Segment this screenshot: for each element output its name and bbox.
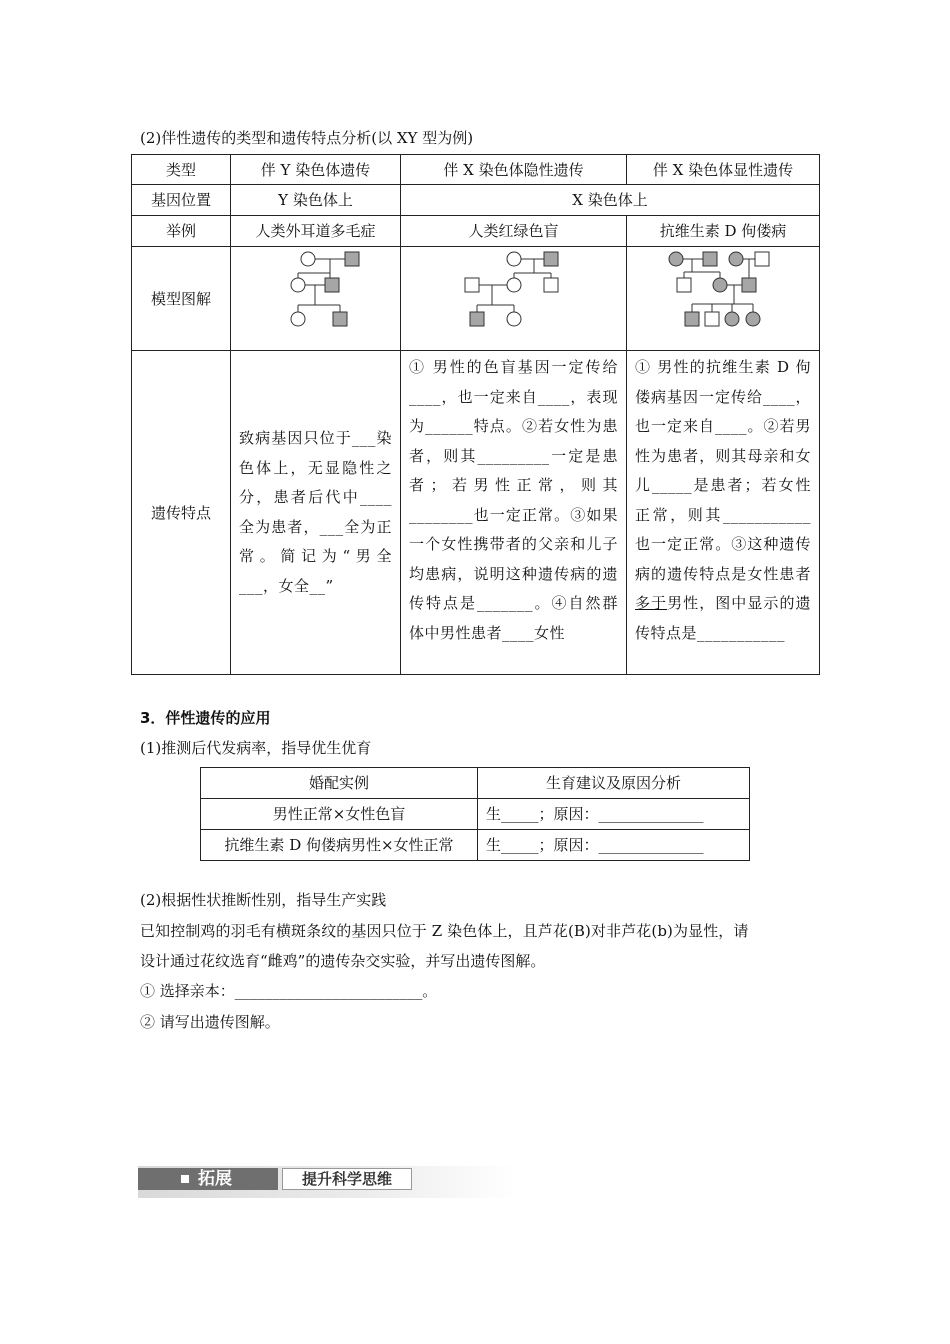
header-cell: 类型 — [132, 155, 231, 185]
sex-linked-inheritance-table — [131, 154, 820, 675]
example-cell: 抗维生素 D 佝偻病 — [627, 216, 820, 247]
question-1: ① 选择亲本：_________________________。 — [140, 982, 438, 1000]
female-normal-icon — [301, 252, 315, 266]
example-cell: 人类红绿色盲 — [401, 216, 627, 247]
female-normal-icon — [507, 252, 521, 266]
female-carrier-icon — [507, 278, 521, 292]
female-affected-icon — [713, 278, 727, 292]
table-row — [201, 799, 750, 830]
pedigree-y-diagram — [236, 249, 396, 349]
male-normal-icon — [755, 252, 769, 266]
section-title-2: (2)伴性遗传的类型和遗传特点分析(以 XY 型为例) — [140, 129, 474, 147]
male-normal-icon — [465, 278, 479, 292]
advice-blank: 生_____；原因：______________ — [478, 799, 750, 830]
header-cell: 伴 Y 染色体遗传 — [231, 155, 401, 185]
female-affected-icon — [669, 252, 683, 266]
subsection-title-1: (1)推测后代发病率，指导优生优育 — [140, 739, 372, 757]
question-2: ② 请写出遗传图解。 — [140, 1013, 280, 1031]
table-row — [132, 185, 820, 216]
male-affected-icon — [325, 278, 339, 292]
feature-x-dominant-text — [627, 351, 820, 675]
advice-blank: 生_____；原因：______________ — [478, 830, 750, 861]
banner-label: 提升科学思维 — [282, 1168, 412, 1190]
feature-x-dominant-underline: 多于 — [635, 594, 668, 612]
male-affected-icon — [703, 252, 717, 266]
row-label: 基因位置 — [132, 185, 231, 216]
male-normal-icon — [677, 278, 691, 292]
feature-y-text: 致病基因只位于___染色体上，无显隐性之分，患者后代中____全为患者，___全为正常。简记为“男全___，女全__” — [231, 351, 401, 675]
paragraph-line: 已知控制鸡的羽毛有横斑条纹的基因只位于 Z 染色体上，且芦花(B)对非芦花(b)为显性，请 — [140, 922, 749, 940]
header-cell: 生育建议及原因分析 — [478, 768, 750, 799]
gene-location-x: X 染色体上 — [401, 185, 820, 216]
male-affected-icon — [742, 278, 756, 292]
pedigree-xr-cell — [401, 247, 627, 351]
female-normal-icon — [507, 312, 521, 326]
square-bullet-icon — [181, 1175, 189, 1183]
header-cell: 伴 X 染色体显性遗传 — [627, 155, 820, 185]
table-row — [201, 830, 750, 861]
paragraph-line: 设计通过花纹选育“雌鸡”的遗传杂交实验，并写出遗传图解。 — [140, 952, 546, 970]
header-cell: 婚配实例 — [201, 768, 478, 799]
pedigree-xd-cell — [627, 247, 820, 351]
feature-x-dominant-post: 男性，图中显示的遗传特点是___________ — [635, 594, 811, 642]
row-label: 遗传特点 — [132, 351, 231, 675]
table-row — [132, 155, 820, 185]
example-cell: 人类外耳道多毛症 — [231, 216, 401, 247]
feature-x-recessive-text: ① 男性的色盲基因一定传给____，也一定来自____，表现为______特点。②若女性为患者，则其_________一定是患者；若男性正常，则其________也一定正常。③如果一个女性携带者的父亲和儿子均患病，说明这种遗传病的遗传特点是_______。④自然群体中男性患者____女性 — [401, 351, 627, 675]
feature-x-dominant-pre: ① 男性的抗维生素 D 佝偻病基因一定传给____，也一定来自____。②若男性为患者，则其母亲和女儿_____是患者；若女性正常，则其___________也一定正常。③这种遗传病的遗传特点是女性患者 — [635, 358, 811, 583]
female-normal-icon — [291, 312, 305, 326]
male-affected-icon — [345, 252, 359, 266]
female-affected-icon — [746, 312, 760, 326]
header-cell: 伴 X 染色体隐性遗传 — [401, 155, 627, 185]
table-row — [132, 247, 820, 351]
female-affected-icon — [729, 252, 743, 266]
banner-tag: 拓展 — [198, 1169, 232, 1189]
female-normal-icon — [291, 278, 305, 292]
male-affected-icon — [544, 252, 558, 266]
male-affected-icon — [333, 312, 347, 326]
table-row — [132, 216, 820, 247]
row-label: 模型图解 — [132, 247, 231, 351]
male-affected-icon — [685, 312, 699, 326]
table-row — [132, 351, 820, 675]
extension-banner — [138, 1166, 516, 1198]
male-affected-icon — [470, 312, 484, 326]
male-normal-icon — [705, 312, 719, 326]
male-normal-icon — [544, 278, 558, 292]
marriage-case: 抗维生素 D 佝偻病男性×女性正常 — [201, 830, 478, 861]
row-label: 举例 — [132, 216, 231, 247]
marriage-advice-table — [200, 767, 750, 861]
section-title-3: 3．伴性遗传的应用 — [140, 709, 271, 727]
marriage-case: 男性正常×女性色盲 — [201, 799, 478, 830]
pedigree-x-dominant-diagram — [628, 249, 818, 349]
gene-location-y: Y 染色体上 — [231, 185, 401, 216]
table-row — [201, 768, 750, 799]
female-affected-icon — [725, 312, 739, 326]
pedigree-y-cell — [231, 247, 401, 351]
subsection-title-2: (2)根据性状推断性别，指导生产实践 — [140, 891, 387, 909]
pedigree-x-recessive-diagram — [404, 249, 624, 349]
